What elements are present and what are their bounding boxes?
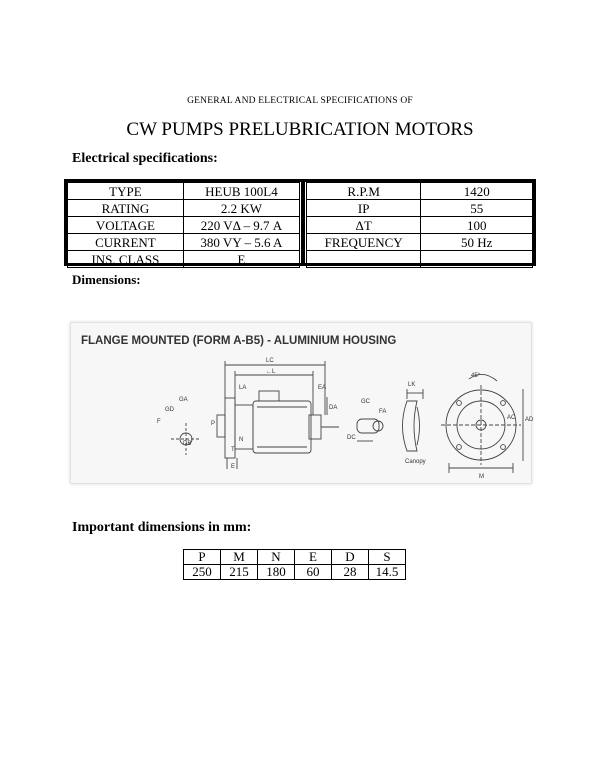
label-angle: 45° [471,373,481,379]
spec-value: 2.2 KW [183,200,299,217]
dimensions-header-row [184,550,406,565]
label-fa: FA [379,409,387,415]
label-ad: AD [525,417,534,423]
spec-value: 50 Hz [421,234,533,251]
dimension-header: N [258,550,295,565]
dimension-value: 28 [332,565,369,580]
important-dimensions-heading: Important dimensions in mm: [72,520,252,535]
spec-value: 100 [421,217,533,234]
spec-label: FREQUENCY [307,234,421,251]
spec-label: INS. CLASS [68,251,184,268]
dimensions-value-row [184,565,406,580]
spec-row [68,234,300,251]
label-canopy: Canopy [405,459,426,465]
spec-value: HEUB 100L4 [183,183,299,200]
spec-value: 55 [421,200,533,217]
drawing-title: FLANGE MOUNTED (FORM A-B5) - ALUMINIUM HOUSING [81,335,397,347]
label-lc: LC [266,358,274,364]
dimension-value: 215 [221,565,258,580]
electrical-specs-heading: Electrical specifications: [72,151,218,166]
spec-value: 1420 [421,183,533,200]
label-ga: GA [179,397,188,403]
spec-label: CURRENT [68,234,184,251]
label-gc: GC [361,399,370,405]
dimension-value: 250 [184,565,221,580]
label-n: N [239,437,244,443]
dimension-header: M [221,550,258,565]
spec-label [307,251,421,268]
label-p: P [211,421,216,427]
spec-row [68,183,300,200]
label-m: M [479,474,484,480]
dimensions-heading: Dimensions: [72,272,141,287]
dimension-value: 180 [258,565,295,580]
dimension-header: E [295,550,332,565]
label-ea: EA [318,385,327,391]
dimension-value: 60 [295,565,332,580]
drawing-svg [71,323,534,483]
label-ac: AC [507,415,516,421]
spec-row [307,183,533,200]
label-db: DB [183,441,192,447]
dimension-header: D [332,550,369,565]
motor-dimension-drawing [70,322,532,484]
spec-row [68,251,300,268]
label-e: E [231,464,236,470]
electrical-specs-right [306,182,533,268]
spec-value [421,251,533,268]
label-l: ←L [266,369,276,375]
label-t: T [231,447,235,453]
spec-row [307,234,533,251]
table-divider [301,182,305,263]
label-la: LA [239,385,247,391]
document-title: CW PUMPS PRELUBRICATION MOTORS [126,119,474,140]
label-gd: GD [165,407,174,413]
spec-label: RATING [68,200,184,217]
electrical-specs-table [64,179,536,266]
spec-value: 220 VΔ – 9.7 A [183,217,299,234]
spec-label: R.P.M [307,183,421,200]
spec-label: IP [307,200,421,217]
spec-row [307,217,533,234]
label-dc: DC [347,435,356,441]
spec-row [307,200,533,217]
document-subtitle: GENERAL AND ELECTRICAL SPECIFICATIONS OF [187,96,413,106]
dimension-value: 14.5 [369,565,406,580]
electrical-specs-left [67,182,300,268]
spec-label: ΔT [307,217,421,234]
spec-value: 380 VY – 5.6 A [183,234,299,251]
dimension-header: S [369,550,406,565]
spec-row [307,251,533,268]
important-dimensions-table [183,549,406,580]
spec-label: TYPE [68,183,184,200]
spec-value: E [183,251,299,268]
label-f: F [157,419,161,425]
spec-row [68,217,300,234]
spec-row [68,200,300,217]
label-lk: LK [408,382,416,388]
label-da: DA [329,405,338,411]
spec-label: VOLTAGE [68,217,184,234]
dimension-header: P [184,550,221,565]
